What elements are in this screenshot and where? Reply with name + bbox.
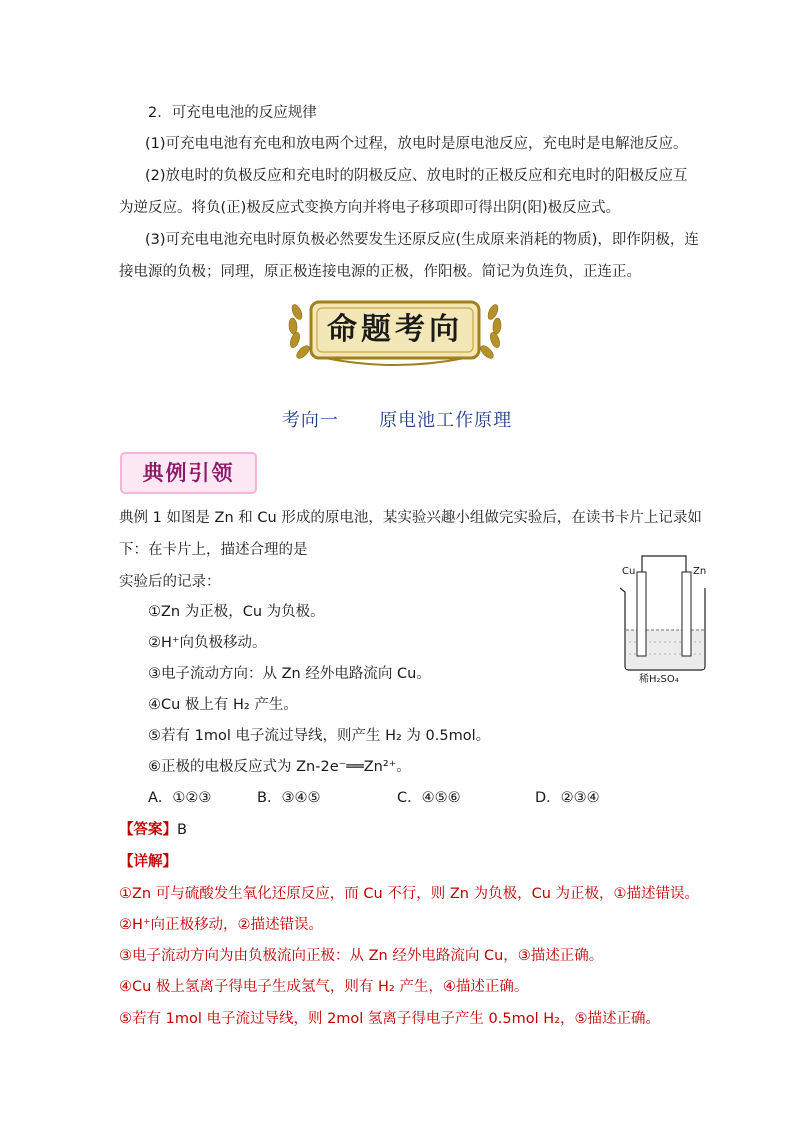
banner-title: 命题考向 (327, 312, 463, 347)
intro-p2-line1: (2)放电时的负极反应和充电时的阴极反应、放电时的正极反应和充电时的阳极反应互 (145, 168, 688, 184)
record-2: ②H⁺向负极移动。 (148, 635, 267, 651)
topic-banner (285, 290, 505, 370)
detail-5: ⑤若有 1mol 电子流过导线，则 2mol 氢离子得电子产生 0.5mol H₂，⑤描述正确。 (119, 1011, 660, 1027)
option-d: D．②③④ (535, 790, 600, 806)
detail-label: 【详解】 (119, 854, 177, 870)
question-line3: 实验后的记录： (119, 574, 221, 590)
record-3: ③电子流动方向：从 Zn 经外电路流向 Cu。 (148, 666, 431, 682)
detail-2: ②H⁺向正极移动，②描述错误。 (119, 917, 324, 933)
record-6: ⑥正极的电极反应式为 Zn-2e⁻══Zn²⁺。 (148, 759, 411, 775)
intro-p3-line1: (3)可充电电池充电时原负极必然要发生还原反应(生成原来消耗的物质)，即作阴极，连 (145, 232, 699, 248)
option-b: B．③④⑤ (257, 790, 321, 806)
answer-value: B (177, 822, 187, 838)
example-badge (120, 452, 257, 494)
section-title: 考向一 原电池工作原理 (281, 410, 513, 431)
question-line2: 下：在卡片上，描述合理的是 (119, 542, 308, 558)
galvanic-cell-diagram (615, 548, 715, 688)
intro-p3-line2: 接电源的负极；同理，原正极连接电源的正极，作阳极。简记为负连负，正连正。 (119, 264, 641, 280)
detail-4: ④Cu 极上氢离子得电子生成氢气，则有 H₂ 产生，④描述正确。 (119, 979, 529, 995)
intro-p2-line2: 为逆反应。将负(正)极反应式变换方向并将电子移项即可得出阴(阳)极反应式。 (119, 200, 621, 216)
answer-label: 【答案】 (119, 822, 177, 838)
option-c: C．④⑤⑥ (397, 790, 461, 806)
question-line1: 典例 1 如图是 Zn 和 Cu 形成的原电池，某实验兴趣小组做完实验后，在读书卡片上记录如 (119, 510, 702, 526)
record-5: ⑤若有 1mol 电子流过导线，则产生 H₂ 为 0.5mol。 (148, 728, 491, 744)
record-4: ④Cu 极上有 H₂ 产生。 (148, 697, 298, 713)
detail-1: ①Zn 可与硫酸发生氧化还原反应，而 Cu 不行，则 Zn 为负极，Cu 为正极，①描述错误。 (119, 886, 700, 902)
detail-3: ③电子流动方向为由负极流向正极：从 Zn 经外电路流向 Cu，③描述正确。 (119, 948, 604, 964)
option-a: A．①②③ (148, 790, 212, 806)
solution-label: 稀H₂SO₄ (639, 674, 679, 685)
answer-row (119, 820, 187, 840)
electrode-label-cu: Cu (622, 566, 636, 577)
badge-label: 典例引领 (142, 461, 235, 485)
intro-heading: 2．可充电电池的反应规律 (148, 105, 317, 121)
intro-p1: (1)可充电电池有充电和放电两个过程，放电时是原电池反应，充电时是电解池反应。 (145, 136, 688, 152)
electrode-label-zn: Zn (693, 566, 707, 577)
record-1: ①Zn 为正极，Cu 为负极。 (148, 604, 325, 620)
